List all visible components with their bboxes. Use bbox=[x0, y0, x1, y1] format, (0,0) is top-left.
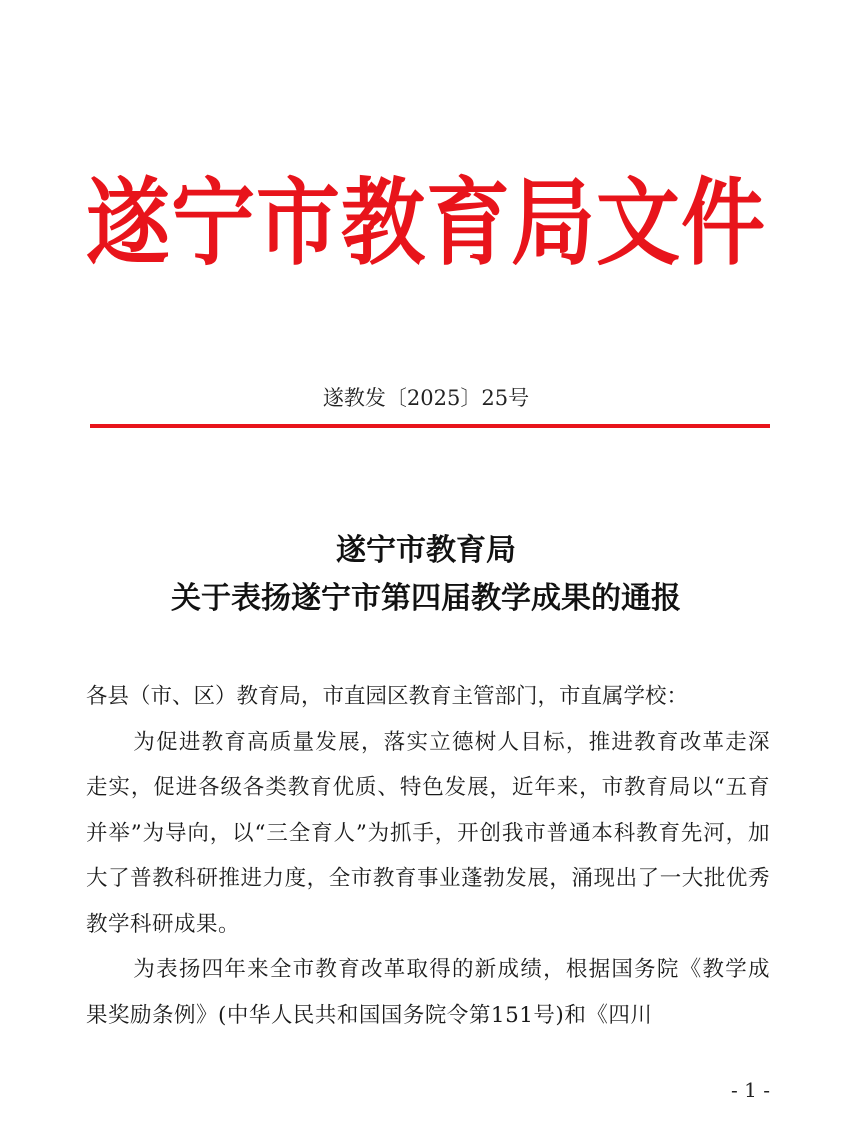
body-paragraph-1: 为促进教育高质量发展，落实立德树人目标，推进教育改革走深走实，促进各级各类教育优质、特色发展，近年来，市教育局以“五育并举”为导向，以“三全育人”为抓手，开创我市普通本科教育先河，加大了普教科研推进力度，全市教育事业蓬勃发展，涌现出了一大批优秀教学科研成果。 bbox=[86, 729, 770, 937]
document-body bbox=[86, 674, 770, 1038]
document-number: 遂教发〔2025〕25号 bbox=[322, 386, 530, 410]
notice-title-issuer: 遂宁市教育局 bbox=[336, 533, 516, 568]
notice-title-subject: 关于表扬遂宁市第四届教学成果的通报 bbox=[171, 581, 681, 616]
masthead-title: 遂宁市教育局文件 bbox=[85, 168, 766, 278]
red-divider-line bbox=[90, 424, 770, 428]
notice-title bbox=[0, 527, 852, 623]
page-number: - 1 - bbox=[731, 1078, 770, 1102]
salutation: 各县（市、区）教育局，市直园区教育主管部门，市直属学校： bbox=[86, 684, 689, 709]
body-paragraph-2: 为表扬四年来全市教育改革取得的新成绩，根据国务院《教学成果奖励条例》(中华人民共和国国务院令第151号)和《四川 bbox=[86, 957, 770, 1028]
